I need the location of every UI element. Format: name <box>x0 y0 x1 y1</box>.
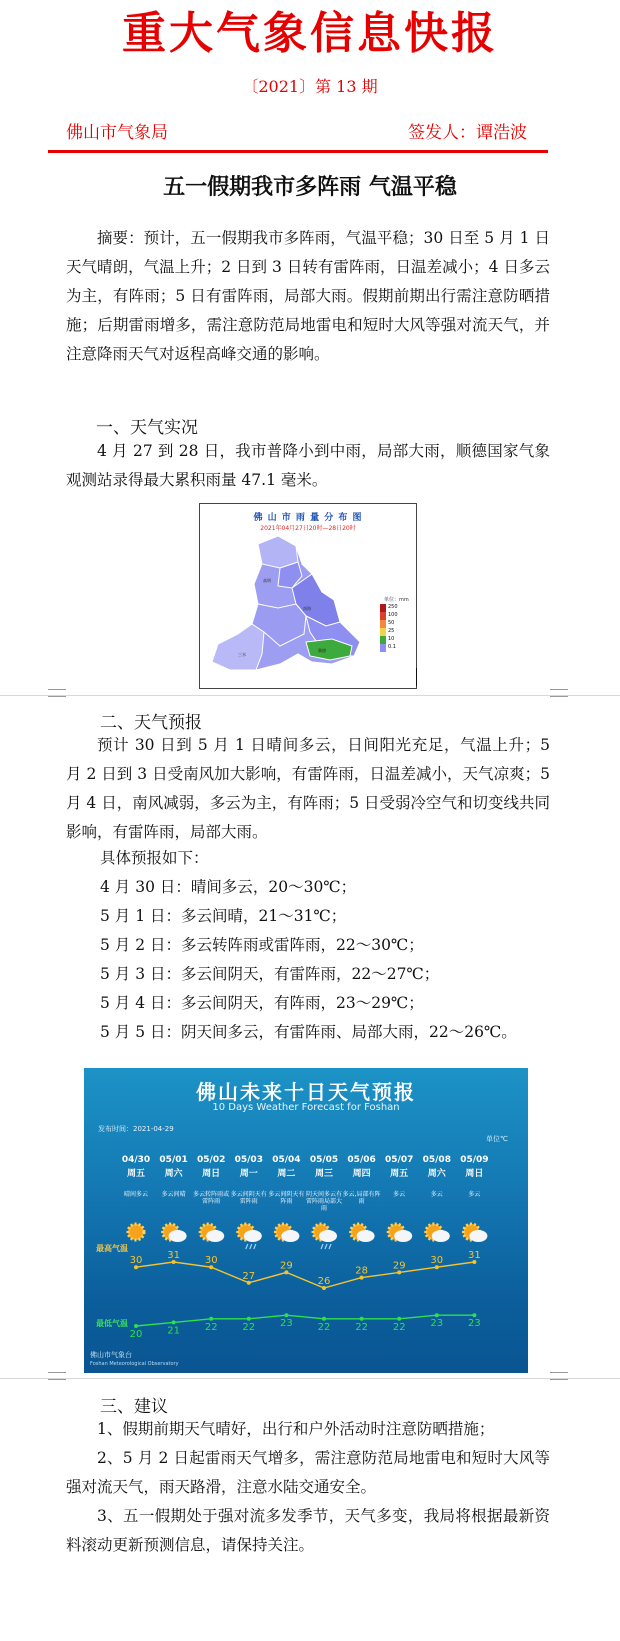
page-corner-mark <box>48 689 66 697</box>
advice-item: 2、5 月 2 日起雷雨天气增多，需注意防范局地雷电和短时大风等强对流天气，雨天路滑，注意水陆交通安全。 <box>66 1449 550 1496</box>
issue-number: 〔2021〕第 13 期 <box>242 77 378 96</box>
text-cursor <box>416 668 417 686</box>
sun-cloud-icon <box>351 1224 375 1242</box>
temperature-chart <box>84 1068 528 1373</box>
ten-day-forecast-graphic <box>84 1068 528 1373</box>
forecast-line: 4 月 30 日：晴间多云，20～30℃； <box>100 878 357 896</box>
sun-cloud-rain-icon <box>238 1224 262 1249</box>
low-temp-point <box>134 1324 138 1328</box>
svg-text:高明: 高明 <box>263 578 271 583</box>
high-temp-value: 27 <box>242 1270 256 1282</box>
footer-cn: 佛山市气象台 <box>90 1351 132 1359</box>
forecast-condition: 阴天间多云有雷阵雨局部大雨 <box>305 1191 342 1212</box>
low-temp-value: 23 <box>280 1318 293 1330</box>
forecast-line: 5 月 5 日：阴天间多云，有雷阵雨、局部大雨，22～26℃。 <box>100 1023 517 1041</box>
forecast-summary-text: 预计 30 日到 5 月 1 日晴间多云，日间阳光充足，气温上升；5 月 2 日到 3 日受南风加大影响，有雷阵雨，日温差减小，天气凉爽；5 月 4 日，南风减弱，多云为主，有阵雨；5 日受弱冷空气和切变线共同影响，有雷阵雨，局部大雨。 <box>66 736 551 841</box>
page-break <box>0 1378 620 1379</box>
sun-cloud-icon <box>200 1224 224 1242</box>
forecast-condition: 多云间阴天有雷阵雨 <box>230 1191 267 1205</box>
high-temp-value: 31 <box>468 1250 481 1261</box>
page-corner-mark <box>550 689 568 697</box>
svg-text:南海: 南海 <box>303 606 311 611</box>
forecast-summary <box>66 731 550 847</box>
forecast-intro: 具体预报如下： <box>100 849 209 867</box>
low-temp-point <box>397 1317 401 1321</box>
forecast-date: 05/06 <box>347 1155 376 1165</box>
forecast-subtitle: 10 Days Weather Forecast for Foshan <box>212 1102 400 1113</box>
low-temp-line <box>136 1315 474 1326</box>
advice-list <box>66 1415 550 1560</box>
legend-label: 50 <box>388 620 395 626</box>
forecast-date: 05/03 <box>234 1155 263 1165</box>
observations <box>66 437 550 495</box>
map-legend <box>380 604 398 652</box>
legend-swatch-50 <box>380 620 386 628</box>
forecast-condition: 多云间阴天有阵雨 <box>268 1191 305 1205</box>
high-temp-value: 31 <box>167 1250 180 1261</box>
legend-swatch-100 <box>380 612 386 620</box>
low-temp-value: 20 <box>129 1329 143 1340</box>
forecast-weekday: 周六 <box>164 1169 183 1179</box>
forecast-condition: 晴间多云 <box>123 1191 148 1198</box>
legend-swatch-25 <box>380 628 386 636</box>
legend-label: 25 <box>388 628 395 634</box>
page-corner-mark <box>550 1372 568 1380</box>
low-temp-point <box>247 1317 251 1321</box>
forecast-date: 05/07 <box>385 1155 414 1165</box>
issuing-bureau: 佛山市气象局 <box>66 123 168 143</box>
low-temp-value: 22 <box>204 1321 218 1333</box>
page-corner-mark <box>48 1372 66 1380</box>
forecast-line: 5 月 2 日：多云转阵雨或雷阵雨，22～30℃； <box>100 936 424 954</box>
bulletin-title: 重大气象信息快报 <box>122 8 498 59</box>
forecast-condition: 多云 <box>430 1191 443 1198</box>
sun-cloud-icon <box>163 1224 187 1242</box>
svg-text:三水: 三水 <box>238 652 246 657</box>
temp-unit: 单位℃ <box>486 1135 508 1143</box>
high-temp-value: 26 <box>317 1276 331 1287</box>
signer: 签发人：谭浩波 <box>408 123 527 143</box>
low-temp-value: 23 <box>468 1318 481 1330</box>
low-temp-point <box>360 1317 364 1321</box>
low-temp-point <box>284 1313 288 1317</box>
red-divider <box>48 150 548 153</box>
abstract-text: 摘要：预计，五一假期我市多阵雨，气温平稳；30 日至 5 月 1 日天气晴朗，气温上升；2 日到 3 日转有雷阵雨，日温差减小；4 日多云为主，有阵雨；5 日有雷阵雨，局部大雨。假期前期出行需注意防晒措施；后期雷雨增多，需注意防范局地雷电和短时大风等强对流天气，并注意降雨天气对返程高峰交通的影响。 <box>66 229 550 363</box>
legend-swatch-0-1 <box>380 644 386 652</box>
section-heading-forecast: 二、天气预报 <box>100 713 202 733</box>
forecast-date: 04/30 <box>121 1155 151 1165</box>
sun-cloud-icon <box>426 1224 450 1242</box>
forecast-weekday: 周四 <box>352 1169 371 1179</box>
section-heading-advice: 三、建议 <box>100 1397 168 1417</box>
forecast-weekday: 周日 <box>202 1169 221 1179</box>
forecast-condition: 多云 <box>393 1191 406 1198</box>
high-temp-label: 最高气温 <box>96 1244 128 1253</box>
rain-distribution-map <box>199 503 417 689</box>
map-unit: 单位：mm <box>384 597 409 603</box>
low-temp-value: 21 <box>167 1325 180 1337</box>
forecast-condition: 多云 <box>468 1191 481 1198</box>
low-temp-point <box>322 1317 326 1321</box>
sun-cloud-rain-icon <box>313 1224 337 1249</box>
forecast-weekday: 周三 <box>314 1169 333 1179</box>
forecast-date: 05/09 <box>460 1155 489 1165</box>
headline: 五一假期我市多阵雨 气温平稳 <box>163 175 457 200</box>
forecast-date: 05/01 <box>159 1155 188 1165</box>
low-temp-point <box>435 1313 439 1317</box>
svg-text:顺德: 顺德 <box>318 648 326 653</box>
low-temp-point <box>209 1317 213 1321</box>
page-break <box>0 695 620 696</box>
low-temp-value: 22 <box>317 1321 331 1333</box>
forecast-date: 05/04 <box>272 1155 301 1165</box>
section-heading-observations: 一、天气实况 <box>96 418 198 438</box>
forecast-weekday: 周五 <box>126 1169 145 1179</box>
footer-en: Foshan Meteorological Observatory <box>90 1361 179 1367</box>
forecast-date: 05/05 <box>309 1155 339 1165</box>
high-temp-value: 29 <box>280 1260 293 1272</box>
low-temp-value: 22 <box>392 1321 406 1333</box>
forecast-weekday: 周一 <box>239 1169 258 1179</box>
forecast-date: 05/02 <box>197 1155 226 1165</box>
high-temp-value: 30 <box>204 1255 218 1267</box>
legend-label: 100 <box>388 612 398 618</box>
map-subtitle: 2021年04月27日20时—28日20时 <box>260 525 356 532</box>
forecast-line: 5 月 3 日：多云间阴天，有雷阵雨，22～27℃； <box>100 965 440 983</box>
issue-time: 发布时间：2021-04-29 <box>98 1125 174 1133</box>
sun-icon <box>128 1224 144 1240</box>
sun-cloud-icon <box>388 1224 412 1242</box>
forecast-line: 5 月 4 日：多云间阴天，有阵雨，23～29℃； <box>100 994 424 1012</box>
abstract <box>66 224 550 369</box>
map-title: 佛 山 市 雨 量 分 布 图 <box>253 513 363 523</box>
forecast-weekday: 周日 <box>465 1169 484 1179</box>
forecast-weekday: 周二 <box>277 1169 296 1179</box>
forecast-date: 05/08 <box>422 1155 451 1165</box>
low-temp-label: 最低气温 <box>96 1319 128 1328</box>
advice-item: 1、假期前期天气晴好，出行和户外活动时注意防晒措施； <box>97 1420 495 1438</box>
low-temp-point <box>172 1320 176 1324</box>
forecast-condition: 多云转阵雨或雷阵雨 <box>193 1191 230 1205</box>
low-temp-value: 22 <box>242 1321 256 1333</box>
sun-cloud-icon <box>275 1224 299 1242</box>
sun-cloud-icon <box>463 1224 487 1242</box>
high-temp-value: 28 <box>355 1265 368 1277</box>
forecast-condition: 多云,局部有阵雨 <box>342 1191 381 1205</box>
high-temp-line <box>136 1262 474 1288</box>
low-temp-value: 23 <box>430 1318 444 1330</box>
observations-text: 4 月 27 到 28 日，我市普降小到中雨，局部大雨，顺德国家气象观测站录得最大累积雨量 47.1 毫米。 <box>66 442 550 489</box>
legend-label: 0.1 <box>388 644 396 650</box>
low-temp-value: 22 <box>355 1321 368 1333</box>
forecast-weekday: 周五 <box>390 1169 409 1179</box>
low-temp-point <box>472 1313 476 1317</box>
legend-swatch-250 <box>380 604 386 612</box>
forecast-weekday: 周六 <box>427 1169 446 1179</box>
forecast-condition: 多云间晴 <box>161 1191 186 1198</box>
legend-label: 250 <box>388 604 398 610</box>
forecast-title: 佛山未来十日天气预报 <box>196 1080 416 1104</box>
forecast-line: 5 月 1 日：多云间晴，21～31℃； <box>100 907 347 925</box>
advice-item: 3、五一假期处于强对流多发季节，天气多变，我局将根据最新资料滚动更新预测信息，请保持关注。 <box>66 1507 550 1554</box>
high-temp-value: 30 <box>129 1255 143 1267</box>
high-temp-value: 30 <box>430 1255 444 1267</box>
legend-swatch-10 <box>380 636 386 644</box>
high-temp-value: 29 <box>392 1260 406 1272</box>
legend-label: 10 <box>388 636 395 642</box>
